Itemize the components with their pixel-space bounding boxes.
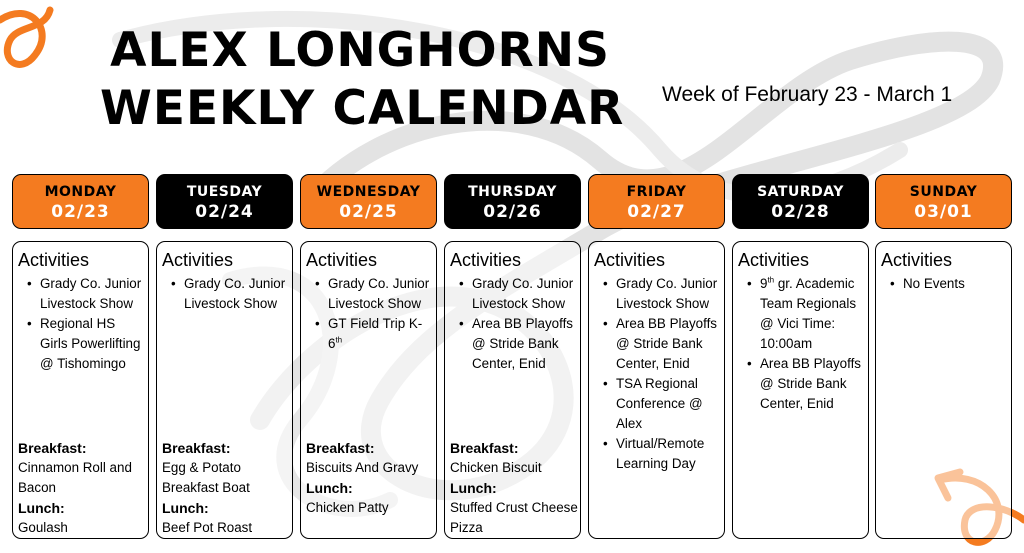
activities-list [594,274,720,474]
activities-list [18,274,144,374]
title-line-2: WEEKLY CALENDAR [100,81,625,136]
day-header-tuesday [156,174,293,229]
activities-list [450,274,576,374]
breakfast-value: Egg & Potato Breakfast Boat [162,460,250,495]
activity-item: • Grady Co. Junior Livestock Show [328,274,432,314]
meals-section [450,438,578,538]
lunch-label: Lunch: [306,480,353,496]
activities-heading: Activities [594,250,666,270]
activity-item: • Grady Co. Junior Livestock Show [40,274,144,314]
lunch-label: Lunch: [162,500,209,516]
breakfast-label: Breakfast: [162,440,231,456]
day-date: 02/26 [483,202,542,222]
activities-heading: Activities [738,250,810,270]
day-name: MONDAY [44,184,117,200]
title-line-1: ALEX LONGHORNS [110,23,610,78]
activities-list [162,274,288,314]
lunch-label: Lunch: [18,500,65,516]
day-name: THURSDAY [468,184,557,200]
day-header-monday [12,174,149,229]
activities-heading: Activities [18,250,90,270]
meals-section [18,438,146,538]
activity-item: • Grady Co. Junior Livestock Show [616,274,720,314]
day-header-sunday [875,174,1012,229]
week-range: Week of February 23 - March 1 [662,83,953,106]
day-header-thursday [444,174,581,229]
activity-item: • 9th gr. Academic Team Regionals @ Vici Time: 10:00am [760,274,864,354]
activity-item: • GT Field Trip K-6th [328,314,432,354]
day-header-friday [588,174,725,229]
day-date: 03/01 [914,202,973,222]
activities-heading: Activities [162,250,234,270]
day-name: FRIDAY [626,184,687,200]
activities-list [306,274,432,354]
activities-heading: Activities [881,250,953,270]
lunch-value: Chicken Patty [306,500,389,515]
day-card-friday [588,241,725,539]
day-name: WEDNESDAY [316,184,421,200]
orange-swirl-topleft [0,10,50,64]
activity-item: • Area BB Playoffs @ Stride Bank Center, Enid [616,314,720,374]
day-date: 02/25 [339,202,398,222]
activity-item: • TSA Regional Conference @ Alex [616,374,720,434]
breakfast-value: Chicken Biscuit [450,460,542,475]
activities-list [738,274,864,414]
activity-item: • Virtual/Remote Learning Day [616,434,720,474]
day-name: SATURDAY [757,184,844,200]
activity-item: • Regional HS Girls Powerlifting @ Tishomingo [40,314,144,374]
lunch-label: Lunch: [450,480,497,496]
day-card-sunday [875,241,1012,539]
day-date: 02/24 [195,202,254,222]
lunch-value: Beef Pot Roast [162,520,253,535]
day-card-wednesday [300,241,437,539]
meals-section [162,438,290,538]
day-card-thursday [444,241,581,539]
lunch-value: Goulash [18,520,68,535]
day-date: 02/23 [51,202,110,222]
activities-heading: Activities [306,250,378,270]
activity-item: • Area BB Playoffs @ Stride Bank Center, Enid [760,354,864,414]
breakfast-label: Breakfast: [450,440,519,456]
week-columns [12,174,1012,538]
activities-heading: Activities [450,250,522,270]
activity-item: • Grady Co. Junior Livestock Show [184,274,288,314]
activity-item: • Grady Co. Junior Livestock Show [472,274,576,314]
page-title [100,22,625,138]
breakfast-label: Breakfast: [306,440,375,456]
breakfast-label: Breakfast: [18,440,87,456]
day-card-saturday [732,241,869,539]
activities-list [881,274,1007,294]
day-date: 02/28 [771,202,830,222]
activity-item: • Area BB Playoffs @ Stride Bank Center, Enid [472,314,576,374]
day-card-tuesday [156,241,293,539]
lunch-value: Stuffed Crust Cheese Pizza [450,500,578,535]
day-card-monday [12,241,149,539]
breakfast-value: Cinnamon Roll and Bacon [18,460,132,495]
day-date: 02/27 [627,202,686,222]
day-header-saturday [732,174,869,229]
activity-item: • No Events [903,274,1007,294]
breakfast-value: Biscuits And Gravy [306,460,419,475]
day-name: SUNDAY [909,184,978,200]
meals-section [306,438,434,518]
day-name: TUESDAY [186,184,263,200]
day-header-wednesday [300,174,437,229]
